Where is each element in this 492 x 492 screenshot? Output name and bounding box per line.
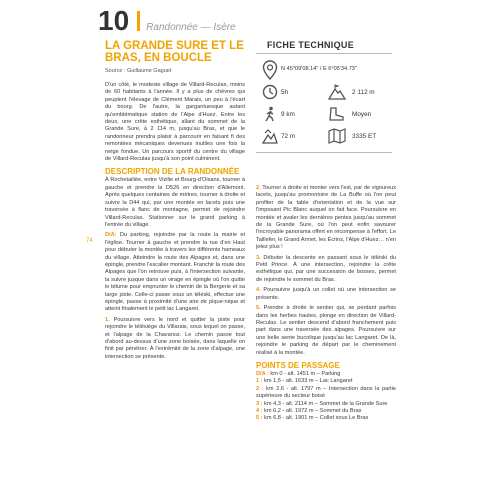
elevation-gain-icon — [262, 128, 278, 144]
header-divider — [137, 11, 140, 31]
map-reference-value: 3335 ET — [352, 133, 377, 140]
waypoint-item: 2 : km 2,6 - alt. 1797 m – Intersection dans la partie supérieure du secteur boisé — [256, 385, 396, 400]
waypoint-item: 1 : km 1,5 - alt. 1633 m – Lac Langaret — [256, 378, 353, 385]
step1-text: Poursuivre vers le nord et quitter la piste pour rejoindre le télésiège du Villarais, sous lequel on passe, et l'alpage de la Chavanoz. Le chemin passe tout d'abord au-dessus d'une zone boisée, dans laquelle on finit par pénétrer. À l'extrémité de la zone d'alpage, une intersection se présente. — [105, 316, 245, 360]
step1-paragraph — [105, 317, 245, 361]
page-number: 10 — [98, 5, 130, 36]
access-paragraph: À Rochetaillée, entre Vizille et Bourg-d'Oisans, tourner à gauche et prendre la D526 en direction d'Allemont. Après quelques centaines de mètres, tourner à droite et suivre la D44 qui, par une montée en lacets puis une traversée à flanc de montagne, permet de rejoindre Villard-Reculas. Stationner sur le grand parking à l'entrée du village. — [105, 177, 245, 228]
hiking-boot-icon — [328, 106, 346, 122]
left-column — [105, 82, 245, 364]
waypoint-item: D/A : km 0 - alt. 1451 m – Parking — [256, 370, 341, 377]
difficulty-value: Moyen — [352, 111, 372, 118]
side-page-number: 74 — [86, 238, 93, 244]
gps-coordinates: N 45°09'08.14" / E 6°05'34.73" — [281, 66, 357, 72]
clock-icon — [262, 84, 278, 100]
page-header — [98, 6, 236, 36]
da-paragraph — [105, 232, 245, 313]
duration-value: 5h — [281, 89, 289, 96]
step4-text: Poursuivre jusqu'à un collet où une intersection se présente. — [256, 287, 396, 301]
step2-paragraph — [256, 185, 396, 252]
step3-paragraph — [256, 255, 396, 285]
sheet-divider-bottom — [256, 152, 392, 153]
step2-text: Tourner à droite et monter vers l'est, par de vigoureux lacets, jusqu'au promontoire de La Buffe où l'on peut profiter de la table d'orientation et de la vue sur l'imposant Pic Blanc auquel on fait face. Poursuivre en montée et avaler les dernières pentes jusqu'au sommet de la Grande Sure, où l'on peut enfin savourer l'incroyable panorama offert en récompense à l'effort. Le Taillefer, le Grand Armet, les Écrins, l'Alpe d'Huez… n'en jetez plus ! — [256, 185, 397, 251]
step5-number: 5. — [256, 305, 261, 312]
altitude-max-value: 2 112 m — [352, 89, 375, 96]
section-label: Randonnée — Isère — [146, 22, 236, 33]
hiker-icon — [262, 106, 278, 122]
technical-sheet-title: FICHE TECHNIQUE — [267, 40, 355, 50]
da-text: Du parking, rejoindre par la route la mairie et l'église. Tourner à gauche et prendre la rue d'en Haut pour débuter la montée à travers les différents hameaux du village. Atteindre la route des Alpages et, dans une épingle, prendre l'escalier montant. Franchir la route des Alpages que l'on retrouve puis, à l'intersection suivante, la suivre jusque dans un virage en épingle où l'on quitte le bitume pour emprunter le chemin de la Bergerie et sa large piste. Celle-ci passe sous un téléski, effectue une épingle, passe à proximité d'une aire de pique-nique et atteint finalement le petit lac Langaret. — [105, 232, 246, 313]
step5-text: Prendre à droite le sentier qui, se perdant parfois dans les herbes hautes, plonge en direction de Villard-Reculas. Le sentier descend d'abord franchement puis part dans une traversée des alpages. Poursuivre sur une belle sente bucolique jusqu'au lac Langaret. De là, rejoindre le parking de départ par le cheminement réalisé à la montée. — [256, 305, 396, 356]
elevation-gain-value: 72 m — [281, 133, 296, 140]
waypoint-item: 4 : km 6,2 - alt. 1972 m – Sommet du Bras — [256, 407, 362, 414]
description-heading: DESCRIPTION DE LA RANDONNÉE — [105, 167, 240, 177]
step2-number: 2. — [256, 185, 261, 191]
da-label: D/A: — [105, 232, 117, 239]
step1-number: 1. — [105, 316, 110, 323]
step4-paragraph — [256, 287, 396, 302]
map-pin-icon — [262, 60, 278, 80]
technical-sheet — [256, 40, 392, 178]
step3-text: Débuter la descente en passant sous le téléski du Petit Prince. À une intersection, rejoindre la crête esthétique qui, par une succession de bosses, permet de rejoindre le sommet du Bras. — [256, 254, 396, 283]
sheet-divider — [256, 53, 392, 54]
intro-paragraph: D'un côté, le modeste village de Villard-Reculas, moins de 60 habitants à l'année. Il y a plus de chèvres qui peuplent l'élevage de Clément Marais, un peu à l'écart du bourg. De l'autre, la gargantuesque autant qu'emblématique station de l'Alpe d'Huez. Entre les deux, une crête esthétique, allant du sommet de la Grande Sure, à 2 114 m, jusqu'au Bras, et que le randonneur prendra plaisir à parcourir en faisant fi des remontées mécaniques devenues inutiles une fois la neige fondue. Un parcours sportif du centre du village de Villard-Reculas jusqu'à son point culminent. — [105, 82, 245, 163]
step4-number: 4. — [256, 287, 261, 294]
mountain-altitude-icon — [328, 84, 346, 100]
distance-value: 9 km — [281, 111, 295, 118]
article-source: Source : Guillaume Gaguet — [105, 68, 172, 74]
step5-paragraph — [256, 305, 396, 357]
map-icon — [328, 128, 346, 144]
article-title: LA GRANDE SURE ET LE BRAS, EN BOUCLE — [105, 40, 244, 64]
right-column — [256, 185, 396, 423]
waypoints-list — [256, 371, 396, 423]
step3-number: 3. — [256, 254, 261, 261]
waypoint-item: 3 : km 4,3 - alt. 2114 m – Sommet de la Grande Sure — [256, 400, 388, 407]
waypoints-heading: POINTS DE PASSAGE — [256, 360, 340, 370]
waypoint-item: 5 : km 6,8 - alt. 1901 m – Collet sous Le Bras — [256, 415, 369, 422]
